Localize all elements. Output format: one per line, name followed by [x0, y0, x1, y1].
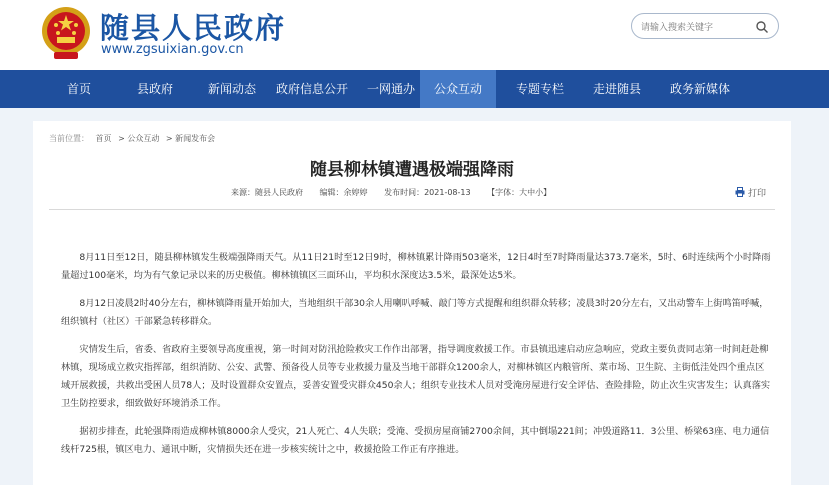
search-icon[interactable] [755, 20, 769, 34]
print-label: 打印 [748, 189, 767, 199]
site-title[interactable]: 随县人民政府 [100, 11, 287, 45]
article-container [33, 121, 791, 485]
breadcrumb-press-conference[interactable]: > 新闻发布会 [165, 134, 216, 143]
article-paragraph: 据初步排查，此轮强降雨造成柳林镇8000余人受灾，21人死亡、4人失联；受淹、受损房屋商铺2700余间，其中倒塌221间；冲毁道路11．3公里、桥梁63座、电力通信线杆725根，镇区电力、通讯中断，灾情损失还在进一步核实统计之中，救援抢险工作正有序推进。 [61, 426, 770, 455]
breadcrumb [49, 133, 219, 144]
national-emblem-icon [40, 5, 92, 61]
breadcrumb-public-interaction[interactable]: > 公众互动 [118, 134, 160, 143]
font-size-control[interactable]: 【字体：大中小】 [487, 188, 552, 197]
nav-item-gov-info[interactable]: 政府信息公开 [275, 82, 348, 96]
article-paragraph: 灾情发生后，省委、省政府主要领导高度重视，第一时间对防汛抢险救灾工作作出部署，指导调度救援工作。市县镇迅速启动应急响应，党政主要负责同志第一时间赶赴柳林镇，现场成立救灾指挥部，组织消防、公安、武警、预备役人员等专业救援力量及当地干部群众1200余人，对柳林镇区内粮管所、菜市场、卫生院、主街低洼处四个重点区域开展救援，共救出受困人员78人；及时设置群众安置点，妥善安置受灾群众450余人；组织专业技术人员对受淹房屋进行安全评估、查险排险，防止次生灾害发生；认真落实卫生防控要求，细致做好环境消杀工作。 [61, 344, 771, 409]
nav-item-county-gov[interactable]: 县政府 [136, 82, 173, 96]
print-button[interactable] [735, 186, 766, 199]
breadcrumb-label: 当前位置： [49, 134, 89, 143]
article-editor: 编辑：余婷婷 [319, 188, 368, 197]
nav-item-about-suixian[interactable]: 走进随县 [592, 82, 641, 96]
nav-item-news[interactable]: 新闻动态 [207, 82, 256, 96]
divider [49, 209, 775, 210]
article-paragraph: 8月12日凌晨2时40分左右，柳林镇降雨量开始加大，当地组织干部30余人用喇叭呼喊、敲门等方式提醒和组织群众转移；凌晨3时20分左右，又出动警车上街鸣笛呼喊，组织镇村（社区）干部紧急转移群众。 [61, 298, 769, 327]
nav-item-new-media[interactable]: 政务新媒体 [669, 82, 730, 96]
search-placeholder: 请输入搜索关键字 [641, 23, 714, 33]
nav-item-special-topics[interactable]: 专题专栏 [515, 82, 564, 96]
article-body [61, 249, 771, 469]
site-url: www.zgsuixian.gov.cn [101, 42, 244, 57]
search-input[interactable] [631, 13, 779, 39]
site-header [0, 0, 829, 70]
nav-item-home[interactable]: 首页 [66, 82, 91, 96]
main-nav [0, 70, 829, 108]
breadcrumb-home[interactable]: 首页 [95, 134, 112, 143]
article-date: 发布时间：2021-08-13 [384, 188, 471, 197]
article-source: 来源：随县人民政府 [231, 188, 303, 197]
nav-item-one-stop[interactable]: 一网通办 [366, 82, 415, 96]
nav-item-public-interaction[interactable]: 公众互动 [420, 70, 496, 108]
article-meta [231, 187, 565, 198]
printer-icon [735, 187, 745, 197]
article-title: 随县柳林镇遭遇极端强降雨 [310, 160, 514, 180]
article-paragraph: 8月11日至12日，随县柳林镇发生极端强降雨天气。从11日21时至12日9时，柳林镇累计降雨503毫米，12日4时至7时降雨量达373.7毫米，5时、6时连续两个小时降雨量超过100毫米，均为有气象记录以来的历史极值。柳林镇镇区三面环山，平均积水深度达3.5米，最深处达5米。 [61, 252, 771, 281]
